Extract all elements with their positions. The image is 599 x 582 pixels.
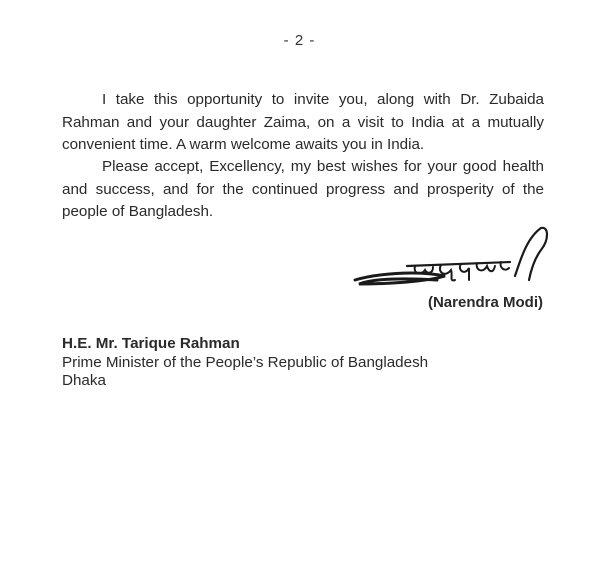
paragraph-text: I take this opportunity to invite you, along with Dr. Zubaida Rahman and your daughter Zaima, on a visit to India at a mutually convenient time. A warm welcome awaits you in India.: [62, 91, 544, 153]
signer-name: (Narendra Modi): [427, 294, 543, 311]
addressee-title: Prime Minister of the People’s Republic of Bangladesh: [62, 353, 429, 371]
addressee-name: H.E. Mr. Tarique Rahman: [62, 335, 240, 352]
signature-drawing: [345, 218, 555, 298]
addressee-city: Dhaka: [62, 372, 106, 389]
paragraph-wishes: [62, 156, 544, 224]
paragraph-text: Please accept, Excellency, my best wishes for your good health and success, and for the continued progress and prosperity of the people of Bangladesh.: [62, 158, 544, 220]
page-number: - 2 -: [283, 32, 316, 49]
addressee-block: [62, 335, 428, 391]
handwritten-signature: [345, 218, 555, 298]
paragraph-invitation: [62, 89, 544, 157]
